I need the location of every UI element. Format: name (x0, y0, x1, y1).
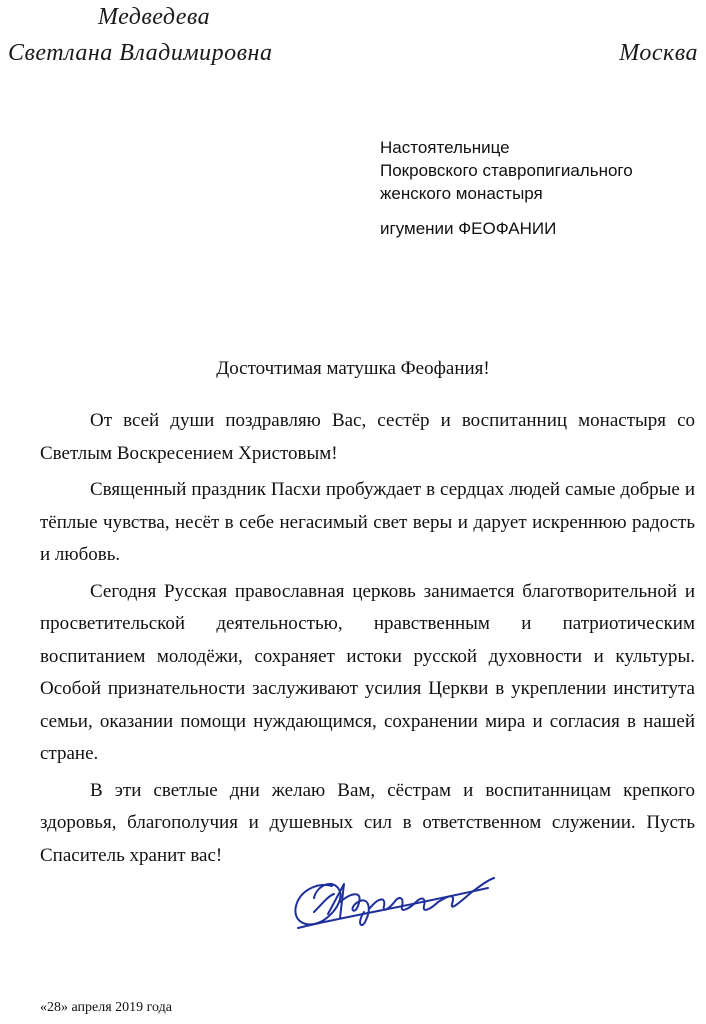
letterhead-name: Светлана Владимировна (8, 40, 273, 66)
addressee-line: игумении ФЕОФАНИИ (380, 219, 557, 238)
body-paragraph: Священный праздник Пасхи пробуждает в сердцах людей самые добрые и тёплые чувства, несёт в себе негасимый свет веры и дарует искреннюю радость и любовь. (40, 479, 695, 565)
addressee-line: женского монастыря (380, 184, 543, 203)
body-paragraph: Сегодня Русская православная церковь занимается благотворительной и просветительской деятельностью, нравственным и патриотическим воспитанием молодёжи, сохраняет истоки русской духовности и культуры. Особой признательности заслуживают усилия Церкви в укреплении института семьи, оказании помощи нуждающимся, сохранении мира и согласия в нашей стране. (40, 580, 695, 764)
body-paragraph: В эти светлые дни желаю Вам, сёстрам и воспитанницам крепкого здоровья, благополучия и душевных сил в ответственном служении. Пусть Спаситель хранит вас! (40, 779, 695, 866)
body-paragraph: От всей души поздравляю Вас, сестёр и воспитанниц монастыря со Светлым Воскресением Христовым! (40, 410, 695, 464)
addressee-line: Покровского ставропигиального (380, 161, 633, 180)
letterhead-city: Москва (619, 40, 698, 66)
letterhead-surname: Медведева (98, 4, 211, 30)
signature (288, 868, 498, 948)
letter-body (40, 405, 695, 876)
salutation: Досточтимая матушка Феофания! (216, 358, 490, 379)
addressee-line: Настоятельнице (380, 138, 510, 157)
letter-date: «28» апреля 2019 года (40, 1000, 172, 1015)
